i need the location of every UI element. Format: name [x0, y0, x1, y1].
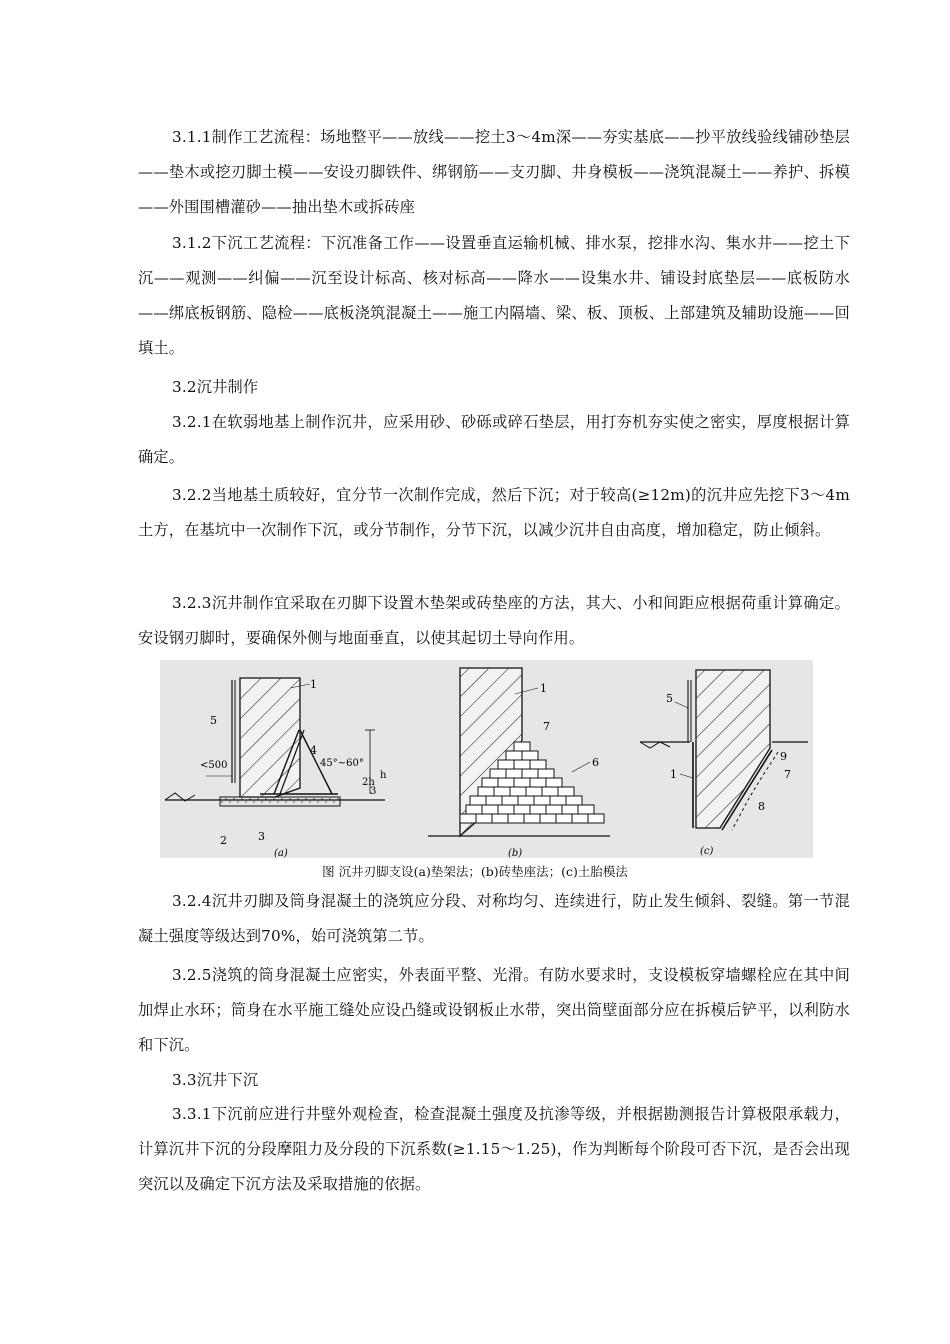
label-a-2: 2: [220, 834, 227, 847]
caisson-blade-support-figure: [160, 660, 813, 858]
diagram-a-timber-frame: [165, 678, 387, 858]
paragraph-3-3-1: 3.3.1下沉前应进行井壁外观检查，检查混凝土强度及抗渗等级，并根据勘测报告计算极限承载力，计算沉井下沉的分段摩阻力及分段的下沉系数(≥1.15～1.25)，作为判断每个阶段可否下沉，是否会出现突沉以及确定下沉方法及采取措施的依据。: [138, 1105, 850, 1193]
label-c-1: 1: [670, 768, 677, 781]
label-c-5: 5: [666, 692, 673, 705]
label-a-h: h: [380, 770, 387, 781]
section-heading-3-2: 3.2沉井制作: [172, 378, 259, 396]
label-b-tag: (b): [508, 848, 523, 858]
section-heading-3-3: 3.3沉井下沉: [172, 1071, 259, 1089]
label-b-7: 7: [543, 720, 550, 733]
label-c-tag: (c): [700, 846, 714, 857]
paragraph-3-2-5: 3.2.5浇筑的筒身混凝土应密实，外表面平整、光滑。有防水要求时，支设模板穿墙螺栓应在其中间加焊止水环；筒身在水平施工缝处应设凸缝或设钢板止水带，突出筒壁面部分应在拆模后铲平，以利防水和下沉。: [138, 966, 850, 1054]
label-c-9: 9: [780, 750, 787, 763]
label-b-1: 1: [540, 682, 547, 695]
paragraph-3-2-1: 3.2.1在软弱地基上制作沉井，应采用砂、砂砾或碎石垫层，用打夯机夯实使之密实，厚度根据计算确定。: [138, 413, 850, 466]
label-b-6: 6: [592, 756, 599, 769]
label-c-8: 8: [758, 800, 765, 813]
label-a-5: 5: [210, 714, 217, 727]
paragraph-3-2-2: 3.2.2当地基土质较好，宜分节一次制作完成，然后下沉；对于较高(≥12m)的沉井应先挖下3～4m土方，在基坑中一次制作下沉，或分节制作，分节下沉，以减少沉井自由高度，增加稳定，防止倾斜。: [138, 486, 850, 539]
diagram-c-earth-mould: [640, 670, 808, 857]
label-a-1: 1: [310, 678, 317, 691]
label-a-4: 4: [310, 744, 317, 757]
figure-caption: 图 沉井刃脚支设(a)垫架法；(b)砖垫座法；(c)土胎模法: [322, 864, 628, 879]
paragraph-3-1-1: 3.1.1制作工艺流程：场地整平——放线——挖土3～4m深——夯实基底——抄平放线验线铺砂垫层——垫木或挖刃脚土模——安设刃脚铁件、绑钢筋——支刃脚、井身模板——浇筑混凝土——养护、拆模——外围围槽灌砂——抽出垫木或拆砖座: [138, 128, 850, 216]
label-a-3: 3: [370, 786, 377, 797]
label-a-tag: (a): [274, 848, 288, 858]
label-a-angle: 45°~60°: [320, 758, 364, 769]
label-a-3: 3: [258, 830, 265, 843]
diagram-b-brick-pad: [428, 668, 610, 858]
label-a-2h: 2h: [362, 777, 375, 788]
paragraph-3-2-3: 3.2.3沉井制作宜采取在刃脚下设置木垫架或砖垫座的方法，其大、小和间距应根据荷重计算确定。安设钢刃脚时，要确保外侧与地面垂直，以使其起切土导向作用。: [138, 594, 850, 647]
paragraph-3-1-2: 3.1.2下沉工艺流程：下沉准备工作——设置垂直运输机械、排水泵，挖排水沟、集水井——挖土下沉——观测——纠偏——沉至设计标高、核对标高——降水——设集水井、铺设封底垫层——底板防水——绑底板钢筋、隐检——底板浇筑混凝土——施工内隔墙、梁、板、顶板、上部建筑及辅助设施——回填土。: [138, 234, 850, 357]
label-c-7: 7: [784, 768, 791, 781]
label-a-lt500: <500: [200, 760, 228, 771]
paragraph-3-2-4: 3.2.4沉井刃脚及筒身混凝土的浇筑应分段、对称均匀、连续进行，防止发生倾斜、裂缝。第一节混凝土强度等级达到70%，始可浇筑第二节。: [138, 892, 850, 945]
